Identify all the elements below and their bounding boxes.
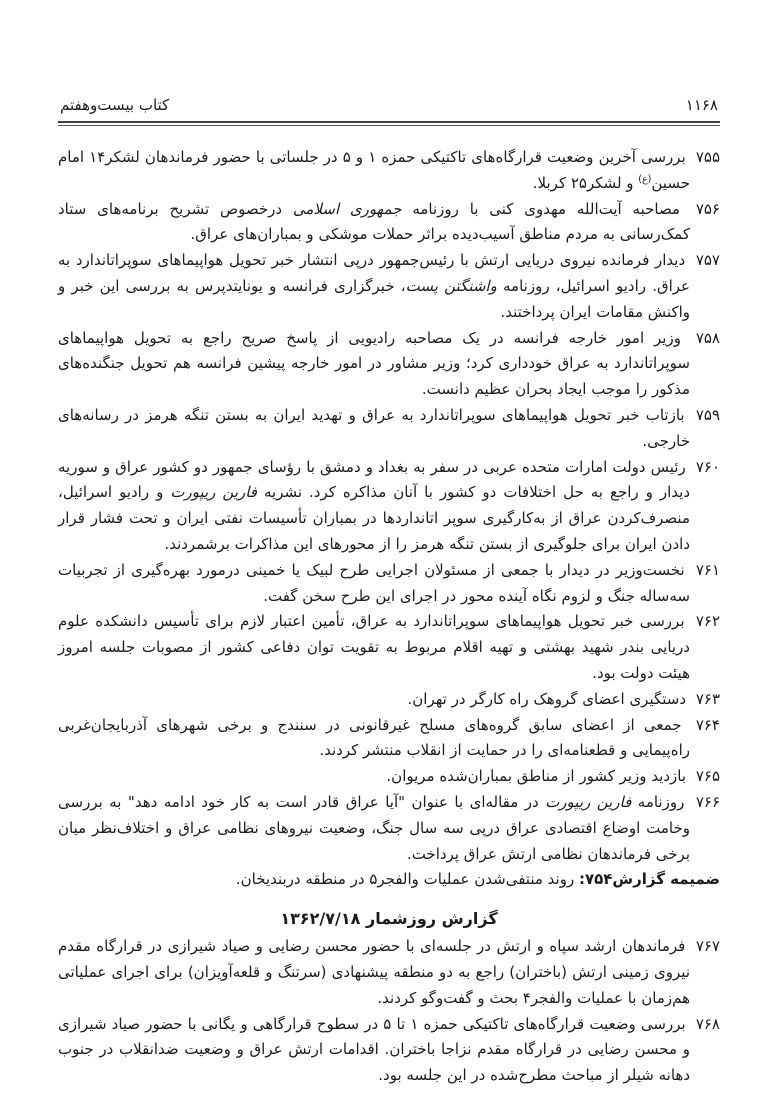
- report-entry: [58, 326, 720, 403]
- report-entry: [58, 687, 720, 713]
- report-entry: [58, 1012, 720, 1089]
- report-entry: [58, 790, 720, 867]
- entry-text: [58, 612, 690, 682]
- entry-text: [58, 251, 690, 321]
- entry-text-segment: جمعی از اعضای سابق گروه‌های مسلح غیرقانونی در سنندج و برخی شهرهای آذربایجان‌غربی راه‌پیمایی و قطعنامه‌ای را در حمایت از انقلاب منتشر کردند.: [58, 715, 690, 760]
- entry-number: ۷۶۳: [695, 689, 720, 708]
- report-entry: [58, 764, 720, 790]
- entry-text-segment: نخست‌وزیر در دیدار با جمعی از مسئولان اجرایی طرح لبیک یا خمینی درمورد بهره‌گیری از تجربیات سه‌ساله جنگ و لزوم نگاه آینده محور در اجرای این طرح سخن گفت.: [58, 560, 690, 605]
- entry-text-segment: ، خبرگزاری فرانسه و یونایتدپرس به بررسی این خبر و واکنش مقامات ایران پرداختند.: [58, 276, 690, 321]
- appendix-text: روند منتفی‌شدن عملیات والفجر۵ در منطقه دربندیخان.: [235, 870, 579, 889]
- entry-number: ۷۶۴: [695, 715, 720, 734]
- entry-text: [58, 148, 690, 192]
- report-entry: [58, 558, 720, 610]
- report-entry: [58, 609, 720, 686]
- report-entry: [58, 197, 720, 249]
- report-entry: [58, 248, 720, 325]
- publication-name: واشنگتن پست: [405, 276, 497, 295]
- entry-number: ۷۶۵: [695, 767, 720, 786]
- report-entry: [58, 713, 720, 765]
- entry-text: [58, 937, 690, 1007]
- section-heading: گزارش روزشمار ۱۳۶۲/۷/۱۸: [280, 909, 498, 929]
- entry-number: ۷۶۷: [695, 937, 720, 956]
- entry-text-segment: دستگیری اعضای گروهک راه کارگر در تهران.: [407, 689, 687, 708]
- header-rule: [58, 121, 720, 126]
- appendix-note: [58, 867, 720, 893]
- entry-number: ۷۵۸: [695, 328, 720, 347]
- entries-list: [58, 145, 720, 1089]
- entry-number: ۷۶۱: [695, 560, 720, 579]
- entry-number: ۷۶۲: [695, 612, 720, 631]
- entry-text-segment: رئیس دولت امارات متحده عربی در سفر به بغداد و دمشق با رؤسای جمهور دو کشور عراق و سوریه دیدار و راجع به حل اختلافات دو کشور با آنان مذاکره کرد. نشریه: [58, 457, 690, 502]
- entry-text: [58, 406, 690, 450]
- entry-text-segment: و لشکر۲۵ کربلا.: [532, 173, 639, 192]
- entries-before-appendix: [58, 145, 720, 867]
- entry-text-segment: بازدید وزیر کشور از مناطق بمباران‌شده مریوان.: [386, 767, 687, 786]
- entry-text-segment: درخصوص تشریح برنامه‌های ستاد کمک‌رسانی به مردم مناطق آسیب‌دیده براثر حملات موشکی و بمباران‌های عراق.: [58, 199, 690, 244]
- entry-number: ۷۵۷: [695, 251, 720, 270]
- entry-text-segment: فرماندهان ارشد سپاه و ارتش در جلسه‌ای با حضور محسن رضایی و صیاد شیرازی در قرارگاه مقدم نیروی زمینی ارتش (باختران) راجع به دو منطقه پیشنهادی (سرتنگ و قلعه‌آویزان) برای اجرای عملیاتی هم‌زمان با عملیات والفجر۴ بحث و گفت‌وگو کردند.: [58, 937, 690, 1007]
- page-number: ۱۱۶۸: [685, 96, 718, 114]
- book-title: کتاب بیست‌وهفتم: [60, 96, 170, 114]
- entry-text-segment: بازتاب خبر تحویل هواپیماهای سوپراتاندارد به عراق و تهدید ایران به بستن تنگه هرمز در رسانه‌های خارجی.: [58, 405, 690, 450]
- appendix-label: ضمیمه گزارش۷۵۴:: [578, 870, 720, 889]
- entry-text: [58, 716, 690, 760]
- entry-text-segment: و رادیو اسرائیل، منصرف‌کردن عراق از به‌کارگیری سوپر اتانداردها در بمباران تأسیسات نفتی ایران و تحت فشار قرار دادن ایران برای جلوگیری از بستن تنگه هرمز را از محورهای این مذاکرات برشمردند.: [58, 483, 690, 553]
- entry-text-segment: دیدار فرمانده نیروی دریایی ارتش با رئیس‌جمهور درپی انتشار خبر تحویل هواپیماهای سوپراتاندارد به عراق. رادیو اسرائیل، روزنامه: [58, 251, 690, 295]
- report-entry: [58, 403, 720, 455]
- entry-number: ۷۵۹: [695, 405, 720, 424]
- entry-text-segment: بررسی وضعیت قرارگاه‌های تاکتیکی حمزه ۱ تا ۵ در سطوح قرارگاهی و یگانی با حضور صیاد شیرازی و محسن رضایی در قرارگاه مقدم نزاجا باختران. اقدامات ارتش عراق و وضعیت ضدانقلاب در جنوب دهانه شیلر از مباحث مطرح‌شده در این جلسه بود.: [58, 1014, 690, 1085]
- report-entry: [58, 145, 720, 197]
- entry-text-segment: بررسی خبر تحویل هواپیماهای سوپراتاندارد به عراق، تأمین اعتبار لازم برای تأسیس دانشکده علوم دریایی بندر شهید بهشتی و تهیه اقلام مربوط به تقویت توان دفاعی کشور از مصوبات جلسه امروز هیئت دولت بود.: [58, 612, 690, 682]
- running-head: [58, 96, 720, 114]
- publication-name: فارین ریپورت: [170, 483, 257, 502]
- entries-after-heading: [58, 934, 720, 1089]
- entry-number: ۷۶۰: [695, 457, 720, 476]
- entry-text-segment: وزیر امور خارجه فرانسه در یک مصاحبه رادیویی از پاسخ صریح راجع به تحویل هواپیماهای سوپراتاندارد به عراق خودداری کرد؛ وزیر مشاور در امور خارجه پیشین فرانسه هم تحویل جنگنده‌های مذکور را موجب ایجاد بحران عظیم دانست.: [58, 328, 690, 399]
- entry-text: [408, 690, 687, 708]
- entry-number: ۷۵۶: [695, 199, 720, 218]
- publication-name: جمهوری اسلامی: [292, 199, 402, 218]
- entry-text-segment: در مقاله‌ای با عنوان "آیا عراق قادر است به کار خود ادامه دهد" به بررسی وخامت اوضاع اقتصادی عراق درپی سه سال جنگ، وضعیت نیروهای نظامی عراق و اختلاف‌نظر میان برخی فرماندهان نظامی ارتش عراق پرداخت.: [58, 792, 690, 863]
- entry-text-segment: بررسی آخرین وضعیت قرارگاه‌های تاکتیکی حمزه ۱ و ۵ در جلساتی با حضور فرماندهان لشکر۱۴ امام حسین: [58, 148, 690, 192]
- entry-text: [58, 793, 690, 863]
- publication-name: فارین ریپورت: [545, 792, 632, 811]
- report-entry: [58, 934, 720, 1011]
- entry-text: [58, 458, 690, 553]
- report-entry: [58, 455, 720, 558]
- entry-text: [386, 767, 686, 785]
- entry-text: [58, 1015, 690, 1085]
- entry-text-segment: مصاحبه آیت‌الله مهدوی کنی با روزنامه: [401, 199, 680, 218]
- entry-text: [58, 200, 690, 244]
- entry-text-segment: روزنامه: [631, 792, 685, 811]
- honorific-superscript: (ع): [638, 173, 652, 185]
- entry-number: ۷۶۸: [695, 1014, 720, 1033]
- entry-text: [58, 561, 690, 605]
- entry-number: ۷۵۵: [695, 148, 721, 166]
- entry-text: [58, 329, 690, 399]
- entry-number: ۷۶۶: [695, 792, 720, 811]
